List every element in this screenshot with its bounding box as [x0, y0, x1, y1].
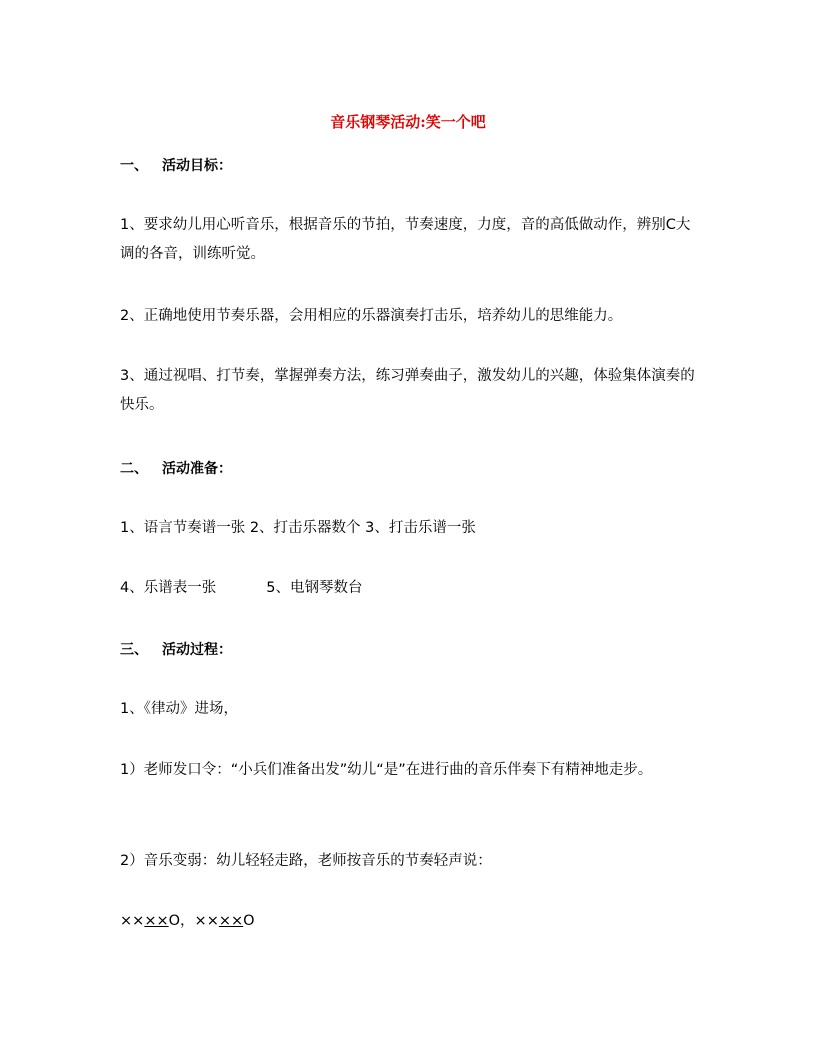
prep-line-2	[120, 574, 700, 603]
section-number: 三、	[120, 642, 148, 658]
rhythm-beat-underlined: ××	[144, 913, 169, 929]
rhythm-beat: ××	[194, 913, 219, 929]
prep-item-4: 4、乐谱表一张	[120, 580, 217, 596]
process-sub-1: 1）老师发口令：“小兵们准备出发”幼儿“是”在进行曲的音乐伴奏下有精神地走步。	[120, 762, 653, 778]
goal-paragraph-3: 3、通过视唱、打节奏，掌握弹奏方法，练习弹奏曲子，激发幼儿的兴趣，体验集体演奏的快乐。	[120, 368, 695, 413]
process-step-1: 1、《律动》进场，	[120, 701, 238, 717]
section-heading-text: 活动目标：	[162, 158, 232, 174]
goal-paragraph-2: 2、正确地使用节奏乐器，会用相应的乐器演奏打击乐，培养幼儿的思维能力。	[120, 308, 623, 324]
section-number: 二、	[120, 461, 148, 477]
goal-paragraph-1: 1、要求幼儿用心听音乐，根据音乐的节拍，节奏速度，力度，音的高低做动作，辨别C大调的各音，训练听觉。	[120, 217, 691, 262]
section-heading-prep	[120, 459, 232, 479]
section-number: 一、	[120, 158, 148, 174]
section-heading-text: 活动准备：	[162, 461, 232, 477]
section-heading-text: 活动过程：	[162, 642, 232, 658]
section-heading-goals	[120, 156, 232, 176]
rhythm-beat: ××	[120, 913, 145, 929]
rhythm-notation	[120, 907, 700, 936]
rhythm-rest: O	[243, 913, 255, 929]
rhythm-beat-underlined: ××	[218, 913, 244, 929]
rhythm-rest: O，	[168, 913, 195, 929]
prep-line-1: 1、语言节奏谱一张 2、打击乐器数个 3、打击乐谱一张	[120, 520, 476, 536]
process-sub-2: 2）音乐变弱：幼儿轻轻走路，老师按音乐的节奏轻声说：	[120, 853, 492, 869]
section-heading-process	[120, 640, 232, 660]
prep-item-5: 5、电钢琴数台	[266, 580, 363, 596]
document-title: 音乐钢琴活动:笑一个吧	[330, 113, 486, 131]
